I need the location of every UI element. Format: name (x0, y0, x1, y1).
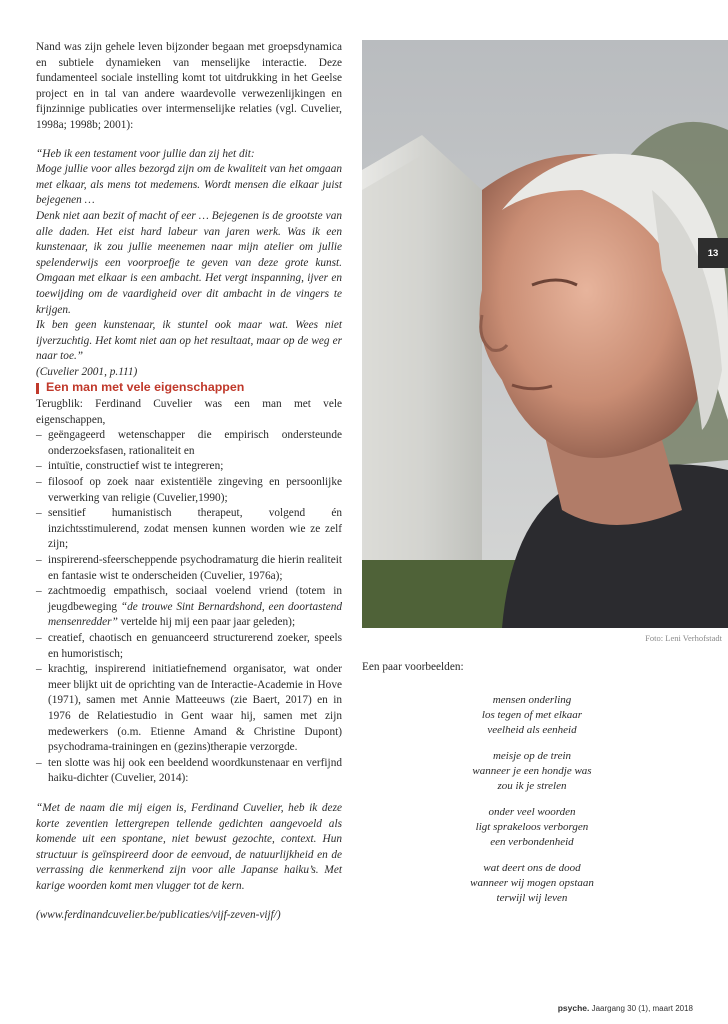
haiku-line: mensen onderling (492, 693, 572, 706)
totem-text-before: zachtmoedig empathisch, sociaal voelend vriend (totem in jeugdbeweging (48, 585, 342, 613)
left-column (36, 40, 342, 924)
list-item: – sensitief humanistisch therapeut, volgend én inzichtsstimulerend, zodat mensen kunnen worden wie ze zelf zijn; (36, 506, 342, 553)
section-heading-text: Een man met vele eigenschappen (46, 380, 245, 395)
section-heading (36, 380, 342, 396)
totem-text-after: vertelde hij mij een paar jaar geleden); (117, 616, 296, 629)
totem-italic: “de trouwe Sint Bernardshond, een doortastend mensenredder” (48, 600, 342, 629)
page-number: 13 (698, 238, 728, 268)
list-item: – filosoof op zoek naar existentiële zingeving en persoonlijke verwerking van religie (Cuvelier,1990); (36, 475, 342, 506)
list-item-totem (36, 584, 342, 631)
haiku-poem (362, 805, 702, 850)
haiku-line: terwijl wij leven (496, 891, 568, 904)
list-item: – krachtig, inspirerend initiatiefnemend organisator, wat onder meer blijkt uit de oprichting van de Interactie-Academie in Hove (1971), samen met Annie Matteeuws (zie Baert, 2017) en in 1976 de Relatiestudio in Gent waar hij, samen met zijn medewerkers (o.m. Etienne Amand & Christine Dupont) psychodrama-trainingen en (gezins)therapie verzorgde. (36, 662, 342, 756)
portrait-illustration (362, 40, 728, 628)
haiku-line: meisje op de trein (492, 749, 572, 762)
haiku-line: wat deert ons de dood (483, 861, 581, 874)
traits-list (36, 428, 342, 787)
examples-intro: Een paar voorbeelden: (362, 661, 464, 673)
page-footer (558, 1003, 693, 1013)
list-item: – intuïtie, constructief wist te integreren; (36, 459, 342, 475)
haiku-quote: “Met de naam die mij eigen is, Ferdinand Cuvelier, heb ik deze korte zeventien lettergrepen tellende gedichten aangevoeld als komende uit een spontane, niet bewust gezochte, context. Hun structuur is geïnspireerd door de eenvoud, de natuurlijkheid en de verrassing die kenmerkend zijn voor alle Japanse haiku’s. Met karige woorden komt men vlugger tot de kern. (36, 801, 342, 892)
right-column (362, 660, 702, 917)
haiku-line: veelheid als eenheid (487, 723, 577, 736)
haiku-poem (362, 749, 702, 794)
haiku-line: zou ik je strelen (497, 779, 567, 792)
list-item: – inspirerend-sfeerscheppende psychodramaturg die hierin realiteit en fantasie wist te onderscheiden (Cuvelier, 1976a); (36, 553, 342, 584)
haiku-line: ligt sprakeloos verborgen (475, 820, 589, 833)
haiku-quote-citation: (www.ferdinandcuvelier.be/publicaties/vijf-zeven-vijf/) (36, 909, 281, 922)
quote-line: Moge jullie voor alles bezorgd zijn om de kwaliteit van het omgaan met elkaar, als mens tot medemens. Wordt mensen die elkaar juist bejegenen … (36, 163, 342, 207)
heading-bar-icon (36, 383, 39, 394)
list-item: – ten slotte was hij ook een beeldend woordkunstenaar en verfijnd haiku-dichter (Cuvelier, 2014): (36, 756, 342, 787)
quote-line: “Heb ik een testament voor jullie dan zij het dit: (36, 147, 255, 160)
quote-line: Denk niet aan bezit of macht of eer … Bejegenen is de grootste van alle daden. Het eist hard labeur van jaren werk. Was ik een kunstenaar, ik zou jullie meenemen naar mijn atelier om jullie spelenderwijs een voorproefje te geven van deze grote kunst. Omgaan met elkaar is een ambacht. Het vergt inspanning, ijver en toewijding om de vaardigheid over dit ambacht in de vingers te krijgen. (36, 209, 342, 316)
photo-caption: Foto: Leni Verhofstadt (645, 633, 722, 643)
haiku-line: wanneer je een hondje was (472, 764, 592, 777)
quote-citation: (Cuvelier 2001, p.111) (36, 365, 138, 378)
list-item: – geëngageerd wetenschapper die empirisch ondersteunde onderzoeksfasen, rationaliteit en (36, 428, 342, 459)
quote-line: Ik ben geen kunstenaar, ik stuntel ook maar wat. Wees niet ijverzuchtig. Het komt niet aan op het resultaat, maar op de weg er naar toe.” (36, 319, 342, 363)
list-item: – creatief, chaotisch en genuanceerd structurerend zoeker, speels en humoristisch; (36, 631, 342, 662)
haiku-poem (362, 693, 702, 738)
issue-info: Jaargang 30 (1), maart 2018 (591, 1004, 693, 1013)
section-intro: Terugblik: Ferdinand Cuvelier was een man met vele eigenschappen, (36, 398, 342, 426)
portrait-photo (362, 40, 728, 628)
haiku-line: los tegen of met elkaar (481, 708, 583, 721)
haiku-poem (362, 861, 702, 906)
haiku-line: een verbondenheid (490, 835, 574, 848)
haiku-line: onder veel woorden (488, 805, 576, 818)
intro-paragraph: Nand was zijn gehele leven bijzonder begaan met groepsdynamica en subtiele dynamieken van menselijke interactie. Deze fundamenteel sociale instelling komt tot uitdrukking in het Geelse project en in tal van andere waardevolle verwezenlijkingen en fijnzinnige publicaties over intermenselijke relaties (vgl. Cuvelier, 1998a; 1998b; 2001): (36, 41, 342, 131)
magazine-name: psyche. (557, 1003, 590, 1013)
haiku-line: wanneer wij mogen opstaan (470, 876, 594, 889)
testament-quote (36, 147, 342, 365)
